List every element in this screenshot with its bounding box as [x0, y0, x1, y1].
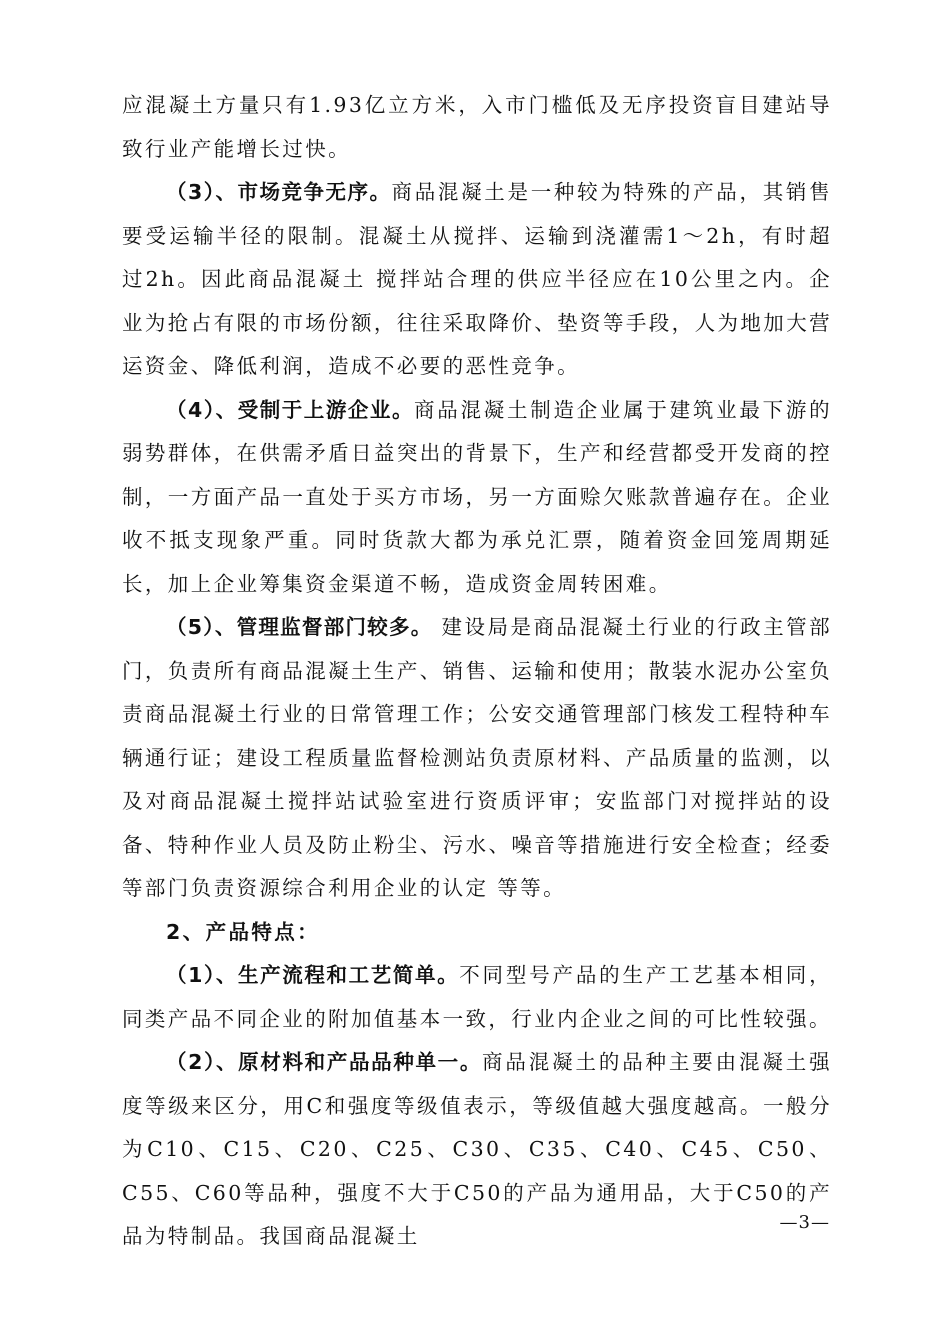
heading-market-competition: （3）、市场竞争无序。 — [166, 180, 392, 204]
paragraph-simple-process-text: 不同型号产品的生产工艺基本相同，同类产品不同企业的附加值基本一致，行业内企业之间的可比性较强。 — [122, 963, 832, 1031]
paragraph-regulators — [122, 606, 832, 911]
heading-regulators: （5）、管理监督部门较多。 — [166, 615, 433, 639]
paragraph-simple-process — [122, 954, 832, 1041]
paragraph-single-variety-text: 商品混凝土的品种主要由混凝土强度等级来区分，用C和强度等级值表示，等级值越大强度越高。一般分为C10、C15、C20、C25、C30、C35、C40、C45、C50、C55、C60等品种，强度不大于C50的产品为通用品，大于C50的产品为特制品。我国商品混凝土 — [122, 1050, 833, 1248]
section-heading-product-features: 2、产品特点： — [166, 919, 321, 944]
page-number: —3— — [779, 1212, 830, 1233]
document-body — [122, 84, 832, 1259]
paragraph-upstream-constraint-text: 商品混凝土制造企业属于建筑业最下游的弱势群体，在供需矛盾日益突出的背景下，生产和经营都受开发商的控制，一方面产品一直处于买方市场，另一方面赊欠账款普遍存在。企业收不抵支现象严重。同时货款大都为承兑汇票，随着资金回笼周期延长，加上企业筹集资金渠道不畅，造成资金周转困难。 — [122, 397, 832, 596]
paragraph-single-variety — [122, 1041, 832, 1259]
paragraph-market-competition — [122, 171, 832, 389]
paragraph-intro-text: 应混凝土方量只有1.93亿立方米，入市门槛低及无序投资盲目建站导致行业产能增长过快。 — [122, 93, 832, 161]
heading-upstream-constraint: （4）、受制于上游企业。 — [166, 397, 414, 422]
paragraph-intro — [122, 84, 832, 171]
heading-simple-process: （1）、生产流程和工艺简单。 — [166, 963, 460, 987]
paragraph-regulators-text: 建设局是商品混凝土行业的行政主管部门，负责所有商品混凝土生产、销售、运输和使用；散装水泥办公室负责商品混凝土行业的日常管理工作；公安交通管理部门核发工程特种车辆通行证；建设工程质量监督检测站负责原材料、产品质量的监测，以及对商品混凝土搅拌站试验室进行资质评审；安监部门对搅拌站的设备、特种作业人员及防止粉尘、污水、噪音等措施进行安全检查；经委等部门负责资源综合利用企业的认定 等等。 — [122, 615, 832, 900]
heading-single-variety: （2）、原材料和产品品种单一。 — [166, 1050, 482, 1074]
paragraph-market-competition-text: 商品混凝土是一种较为特殊的产品，其销售要受运输半径的限制。混凝土从搅拌、运输到浇灌需1～2h，有时超过2h。因此商品混凝土 搅拌站合理的供应半径应在10公里之内。企业为抢占有限的市场份额，往往采取降价、垫资等手段，人为地加大营运资金、降低利润，造成不必要的恶性竞争。 — [122, 180, 832, 378]
paragraph-upstream-constraint — [122, 389, 832, 607]
